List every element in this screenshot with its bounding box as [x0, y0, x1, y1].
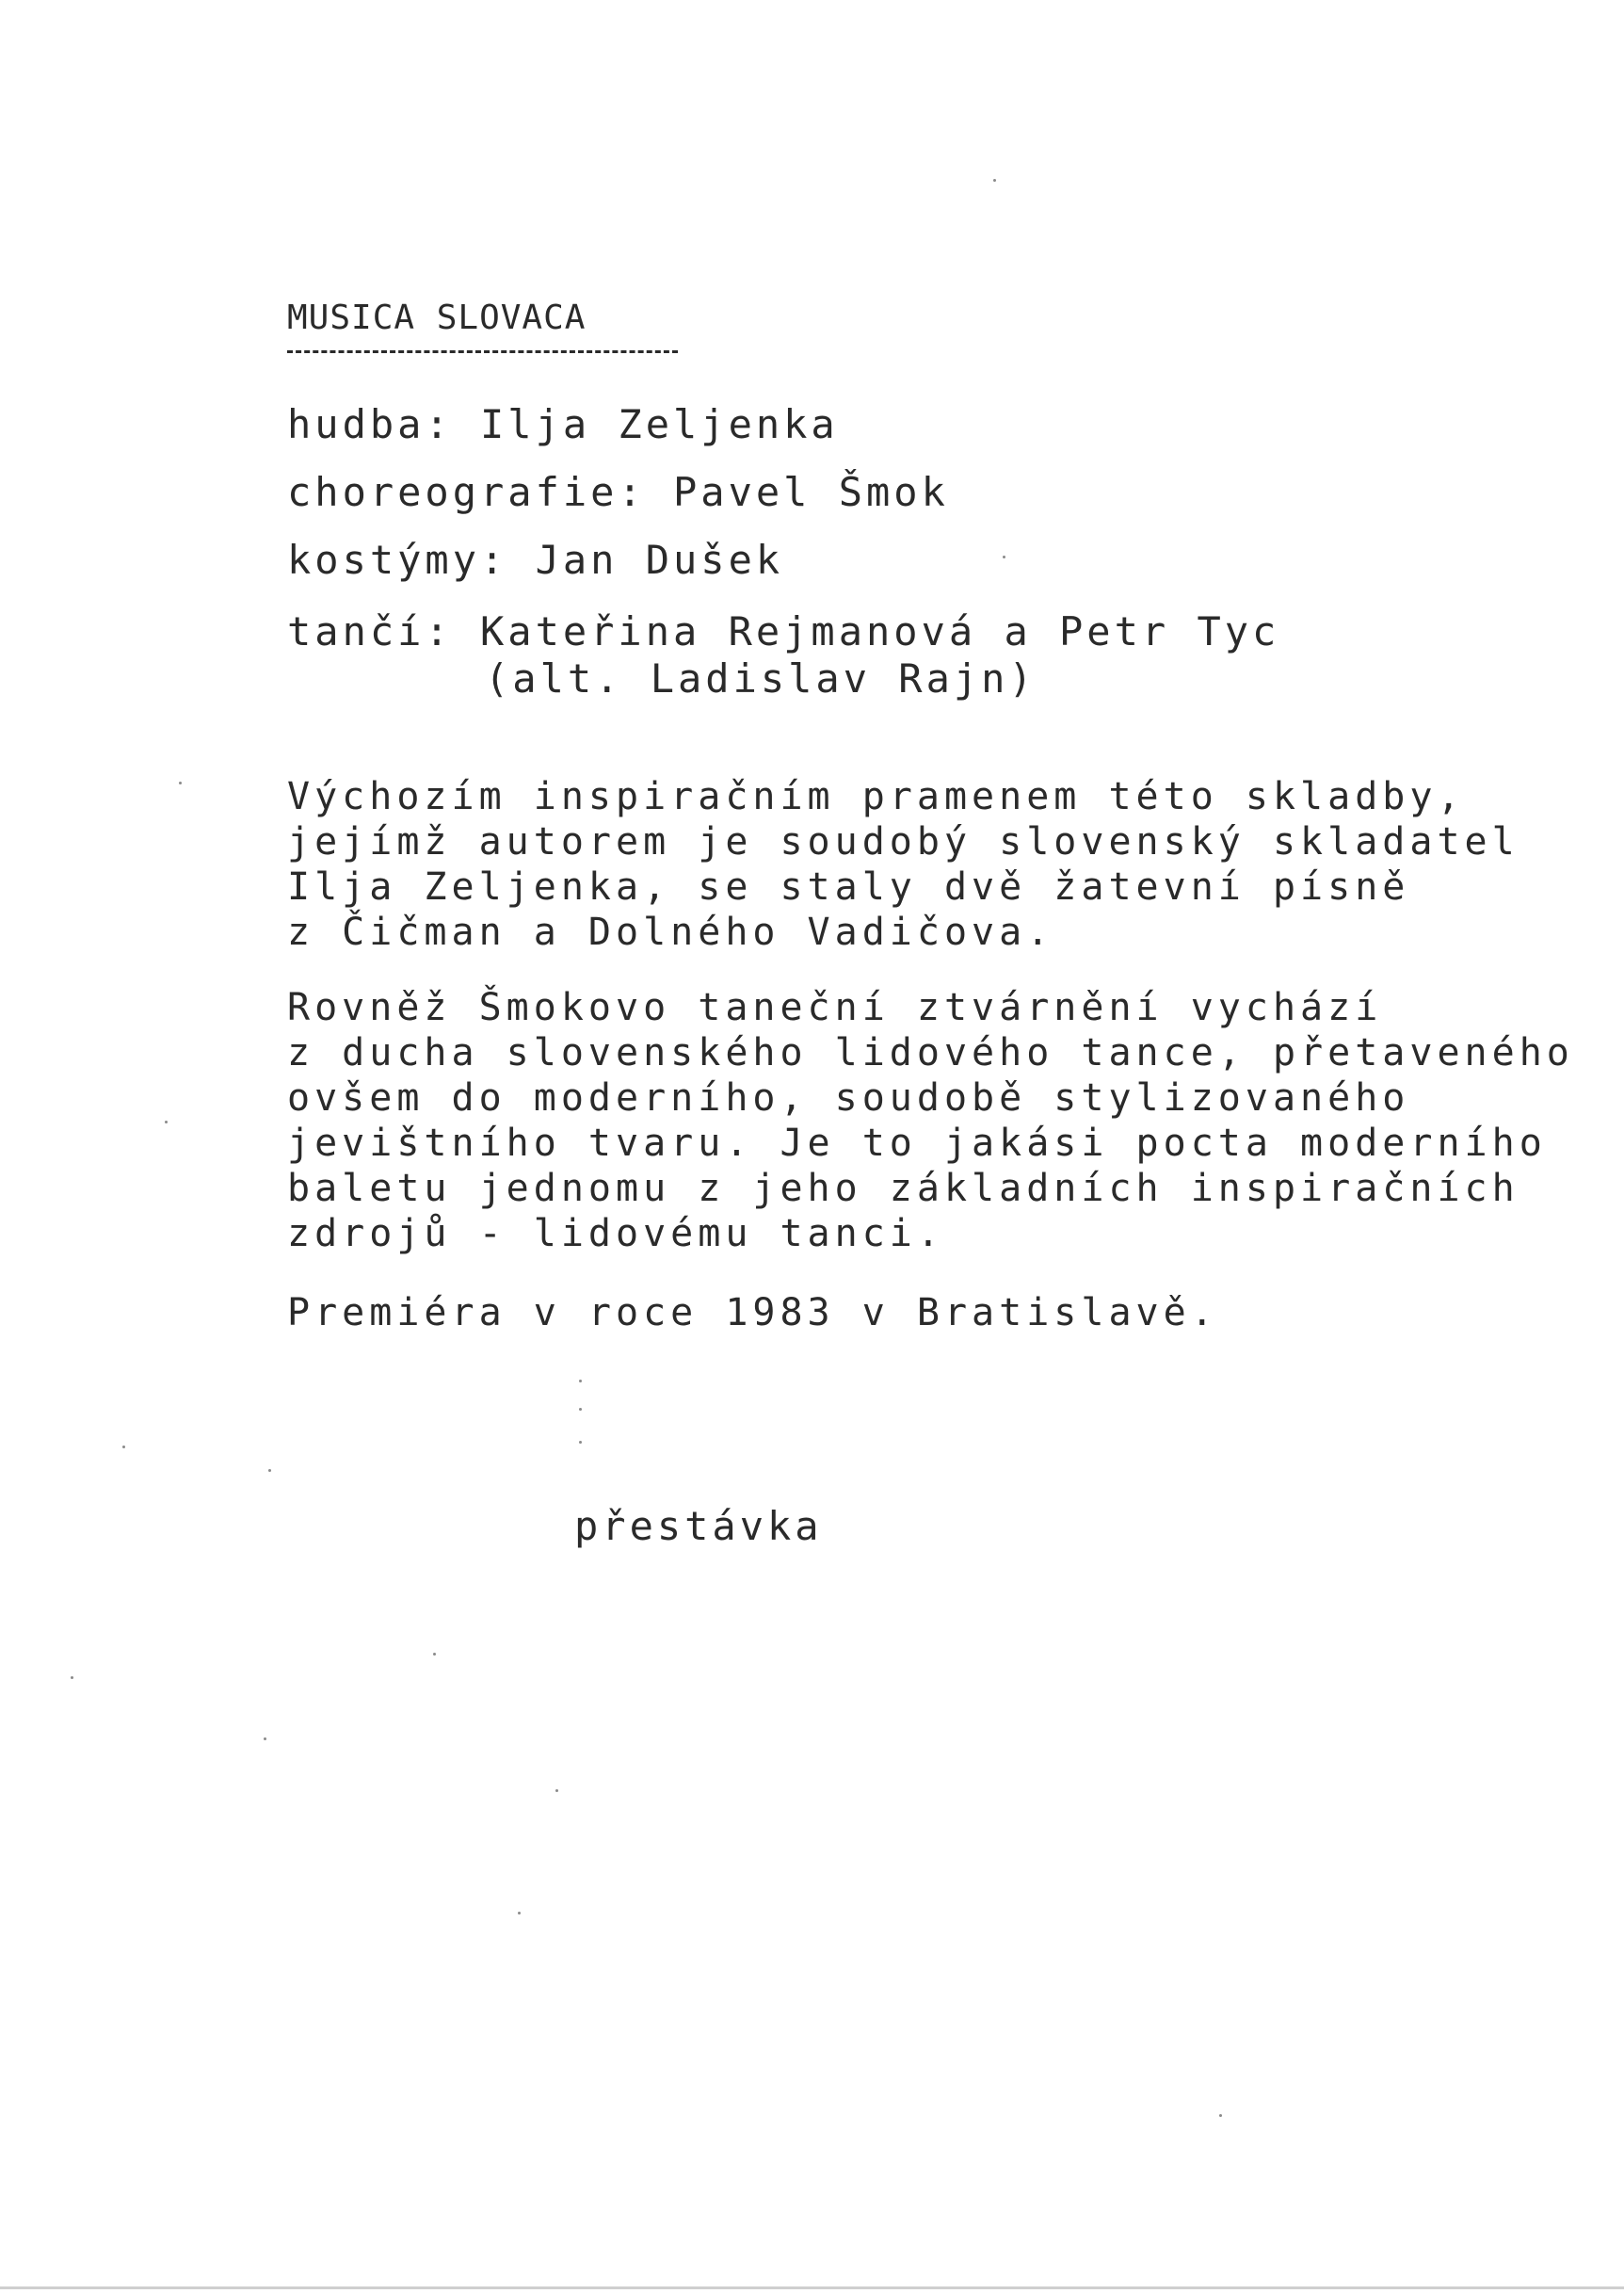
scan-speck — [268, 1469, 271, 1472]
scan-speck — [579, 1441, 582, 1444]
scan-speck — [579, 1408, 582, 1411]
credit-choreography: choreografie: Pavel Šmok — [287, 469, 949, 515]
scan-speck — [1003, 556, 1005, 558]
credit-dancers: tančí: Kateřina Rejmanová a Petr Tyc — [287, 608, 1280, 654]
scan-speck — [993, 179, 996, 182]
intermission-note: přestávka — [574, 1503, 823, 1549]
credit-music: hudba: Ilja Zeljenka — [287, 401, 839, 447]
scan-speck — [165, 1121, 168, 1123]
credit-dancers-alternate: (alt. Ladislav Rajn) — [485, 655, 1037, 702]
scan-speck — [433, 1653, 436, 1656]
title-dashed-underline — [287, 350, 678, 353]
paragraph-premiere: Premiéra v roce 1983 v Bratislavě. — [287, 1291, 1218, 1334]
scan-bottom-edge — [0, 2286, 1624, 2289]
scan-speck — [264, 1737, 266, 1740]
credit-costumes: kostýmy: Jan Dušek — [287, 537, 784, 583]
scan-speck — [518, 1912, 521, 1914]
document-title: MUSICA SLOVACA — [287, 299, 587, 337]
scan-speck — [1219, 2114, 1222, 2117]
scan-speck — [179, 782, 182, 784]
paragraph-inspiration: Výchozím inspiračním pramenem této skladby, jejímž autorem je soudobý slovenský skladatel Ilja Zeljenka, se staly dvě žatevní písně z Čičman a Dolného Vadičova. — [287, 775, 1519, 954]
paragraph-choreography: Rovněž Šmokovo taneční ztvárnění vychází z ducha slovenského lidového tance, přetaveného ovšem do moderního, soudobě stylizovaného jevištního tvaru. Je to jakási pocta moderního baletu jednomu z jeho základních inspiračních zdrojů - lidovému tanci. — [287, 986, 1574, 1255]
scan-speck — [122, 1446, 125, 1448]
scan-speck — [555, 1789, 558, 1792]
scan-speck — [579, 1380, 582, 1382]
scan-speck — [71, 1676, 73, 1679]
